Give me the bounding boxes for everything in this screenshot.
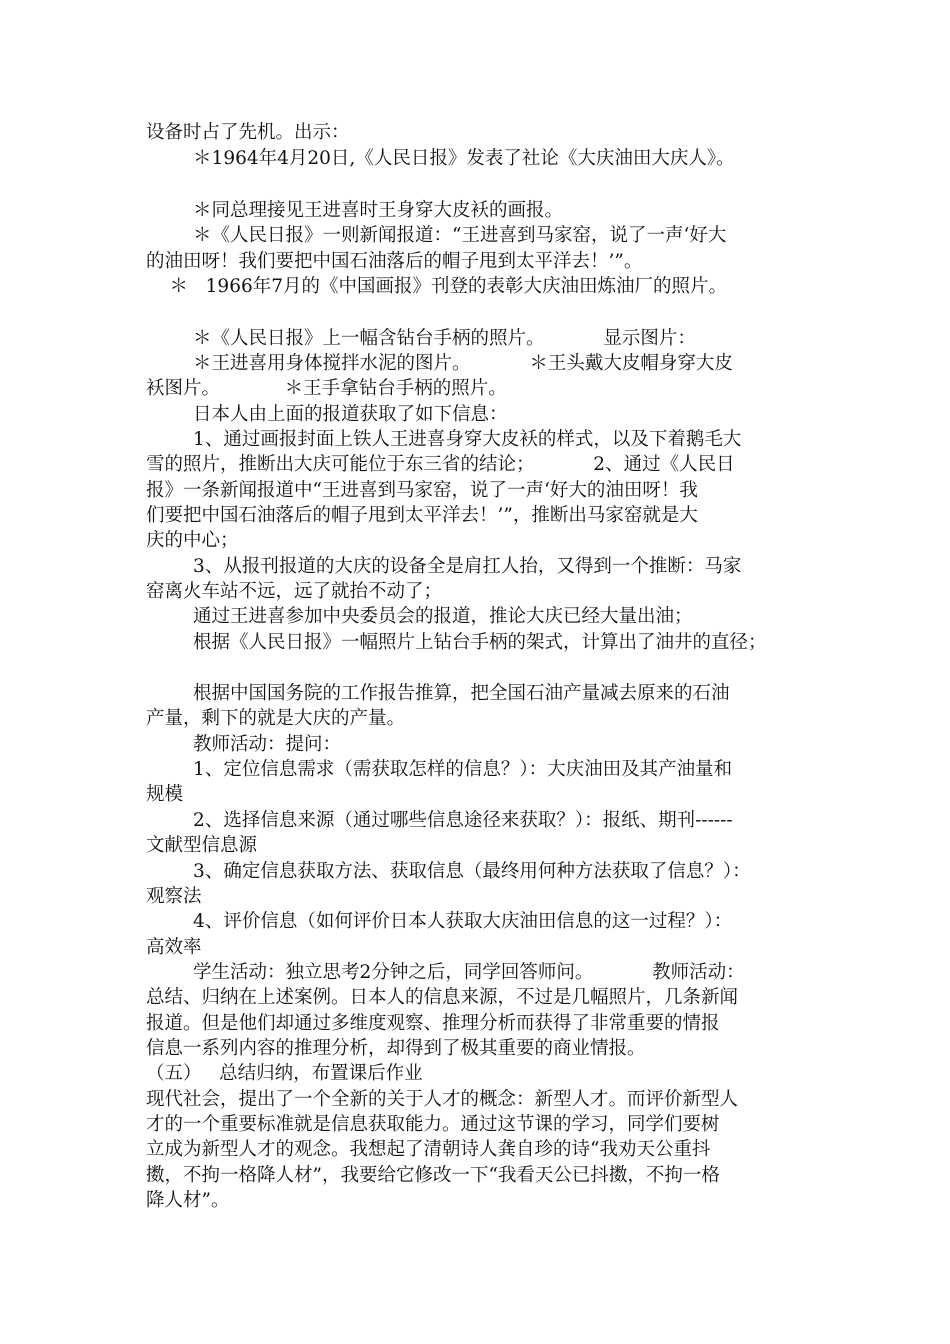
text-line: 文献型信息源 [146, 835, 258, 856]
text-line: 擞，不拘一格降人材”，我要给它修改一下“我看天公已抖擞，不拘一格 [146, 1165, 720, 1186]
section-heading: （五） 总结归纳，布置课后作业 [146, 1063, 423, 1084]
text-line: ＊同总理接见王进喜时王身穿大皮袄的画报。 [146, 200, 564, 221]
text-line: 窑离火车站不远，远了就抬不动了； [146, 581, 443, 602]
text-line: 学生活动：独立思考2分钟之后，同学回答师问。 教师活动： [146, 962, 745, 983]
text-line: 日本人由上面的报道获取了如下信息： [146, 404, 508, 425]
text-line: 现代社会，提出了一个全新的关于人才的概念：新型人才。而评价新型人 [146, 1089, 739, 1110]
text-line: ＊1964年4月20日,《人民日报》发表了社论《大庆油田大庆人》。 [146, 148, 735, 169]
text-line: 报道。但是他们却通过多维度观察、推理分析而获得了非常重要的情报 [146, 1013, 720, 1034]
text-line: 袄图片。 ＊王手拿钻台手柄的照片。 [146, 378, 507, 399]
text-line: 设备时占了先机。出示： [146, 122, 350, 143]
text-line: 信息一系列内容的推理分析，却得到了极其重要的商业情报。 [146, 1038, 646, 1059]
text-line: 3、从报刊报道的大庆的设备全是肩扛人抬，又得到一个推断：马家 [146, 556, 742, 577]
text-line: ＊ 1966年7月的《中国画报》刊登的表彰大庆油田炼油厂的照片。 [146, 276, 728, 297]
text-line: 3、确定信息获取方法、获取信息（最终用何种方法获取了信息？）： [146, 861, 751, 882]
text-line: 教师活动：提问： [146, 734, 342, 755]
text-line: 4、评价信息（如何评价日本人获取大庆油田信息的这一过程？）： [146, 911, 733, 932]
text-line: ＊王进喜用身体搅拌水泥的图片。 ＊王头戴大皮帽身穿大皮 [146, 353, 733, 374]
text-line: 降人材”。 [146, 1190, 230, 1211]
text-line: 观察法 [146, 886, 202, 907]
text-line: 1、定位信息需求（需获取怎样的信息？）：大庆油田及其产油量和 [146, 759, 733, 780]
text-line: 立成为新型人才的观念。我想起了清朝诗人龚自珍的诗“我劝天公重抖 [146, 1139, 711, 1160]
text-line: 雪的照片，推断出大庆可能位于东三省的结论； 2、通过《人民日 [146, 454, 735, 475]
text-line: 庆的中心； [146, 530, 239, 551]
text-line: 报》一条新闻报道中“王进喜到马家窑，说了一声‘好大的油田呀！我 [146, 480, 698, 501]
text-line: ＊《人民日报》上一幅含钻台手柄的照片。 显示图片： [146, 328, 696, 349]
text-line: 们要把中国石油落后的帽子甩到太平洋去！’”，推断出马家窑就是大 [146, 505, 698, 526]
text-line: 产量，剩下的就是大庆的产量。 [146, 708, 406, 729]
text-line: 规模 [146, 784, 184, 805]
text-line: 总结、归纳在上述案例。日本人的信息来源，不过是几幅照片，几条新闻 [146, 987, 739, 1008]
text-line: 高效率 [146, 937, 202, 958]
text-line: 2、选择信息来源（通过哪些信息途径来获取？）：报纸、期刊------ [146, 810, 733, 831]
text-line: 根据中国国务院的工作报告推算，把全国石油产量减去原来的石油 [146, 683, 730, 704]
text-line: 1、通过画报封面上铁人王进喜身穿大皮袄的样式，以及下着鹅毛大 [146, 429, 742, 450]
text-line: ＊《人民日报》一则新闻报道：“王进喜到马家窑，说了一声‘好大 [146, 225, 727, 246]
text-line: 才的一个重要标准就是信息获取能力。通过这节课的学习，同学们要树 [146, 1114, 720, 1135]
text-line: 的油田呀！我们要把中国石油落后的帽子甩到太平洋去！’”。 [146, 251, 643, 272]
text-line: 根据《人民日报》一幅照片上钻台手柄的架式，计算出了油井的直径； [146, 632, 767, 653]
text-line: 通过王进喜参加中央委员会的报道，推论大庆已经大量出油； [146, 606, 693, 627]
